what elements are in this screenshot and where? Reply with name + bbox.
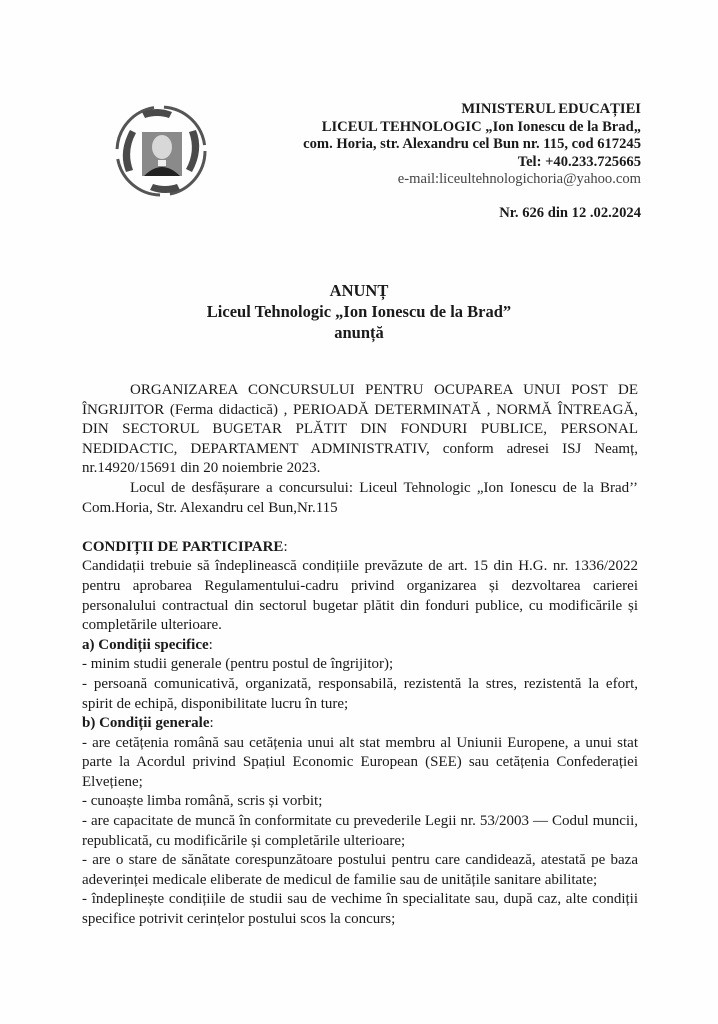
announcement-title-block xyxy=(0,280,718,343)
location-paragraph: Locul de desfășurare a concursului: Liceul Tehnologic „Ion Ionescu de la Brad’’ Com.Horia, Str. Alexandru cel Bun,Nr.115 xyxy=(82,479,638,516)
list-item: - minim studii generale (pentru postul de îngrijitor); xyxy=(82,656,394,673)
list-item: - are o stare de sănătate corespunzătoare postului pentru care candidează, atestată pe baza adeverinței medicale eliberate de medicul de familie sau de unitățile sanitare abilitate; xyxy=(82,852,638,888)
intro-paragraph: ORGANIZAREA CONCURSULUI PENTRU OCUPAREA UNUI POST DE ÎNGRIJITOR (Ferma didactică) , PERIOADĂ DETERMINATĂ , NORMĂ ÎNTREAGĂ, DIN SECTORUL BUGETAR PLĂTIT DIN FONDURI PUBLICE, PERSONAL NEDIDACTIC, DEPARTAMENT ADMINISTRATIV, conform adresei ISJ Neamț, nr.14920/15691 din 20 noiembrie 2023. xyxy=(82,382,638,477)
school-phone: Tel: +40.233.725665 xyxy=(517,153,641,170)
specific-conditions-heading: a) Condiții specifice: xyxy=(82,636,213,653)
conditions-heading: CONDIȚII DE PARTICIPARE: xyxy=(82,538,288,555)
list-item: - are cetățenia română sau cetățenia unui alt stat membru al Uniunii Europene, a unui stat parte la Acordul privind Spațiul Economic European (SEE) sau cetățenia Confederației Elvețiene; xyxy=(82,734,638,790)
general-conditions-heading: b) Condiții generale: xyxy=(82,715,214,732)
list-item: - îndeplinește condițiile de studii sau de vechime în specialitate sau, după caz, alte condiții specifice potrivit cerințelor postului scos la concurs; xyxy=(82,891,638,928)
school-email: e-mail:liceultehnologichoria@yahoo.com xyxy=(397,171,641,187)
announcement-title: ANUNȚ xyxy=(329,281,389,300)
announcement-verb: anunță xyxy=(334,323,384,342)
list-item: - are capacitate de muncă în conformitate cu prevederile Legii nr. 53/2003 — Codul muncii, republicată, cu modificările și completările ulterioare; xyxy=(82,813,638,849)
registration-number: Nr. 626 din 12 .02.2024 xyxy=(499,205,641,221)
ministry-name: MINISTERUL EDUCAȚIEI xyxy=(461,101,641,117)
announcement-body xyxy=(82,381,638,930)
list-item: - cunoaște limba română, scris și vorbit; xyxy=(82,793,323,810)
conditions-intro: Candidații trebuie să îndeplinească condițiile prevăzute de art. 15 din H.G. nr. 1336/2022 pentru aprobarea Regulamentului-cadru privind organizarea și dezvoltarea carierei personalului contractual din sectorul bugetar plătit din fonduri publice, cu modificările și completările ulterioare. xyxy=(82,558,638,634)
school-emblem-icon xyxy=(112,102,210,200)
letterhead xyxy=(303,101,641,189)
list-item: - persoană comunicativă, organizată, responsabilă, rezistentă la stres, rezistentă la efort, spirit de echipă, disponibilitate lucru în ture; xyxy=(82,675,638,712)
school-address: com. Horia, str. Alexandru cel Bun nr. 115, cod 617245 xyxy=(303,136,641,152)
announcement-school: Liceul Tehnologic „Ion Ionescu de la Brad” xyxy=(206,302,512,321)
school-name: LICEUL TEHNOLOGIC „Ion Ionescu de la Brad„ xyxy=(321,118,641,135)
